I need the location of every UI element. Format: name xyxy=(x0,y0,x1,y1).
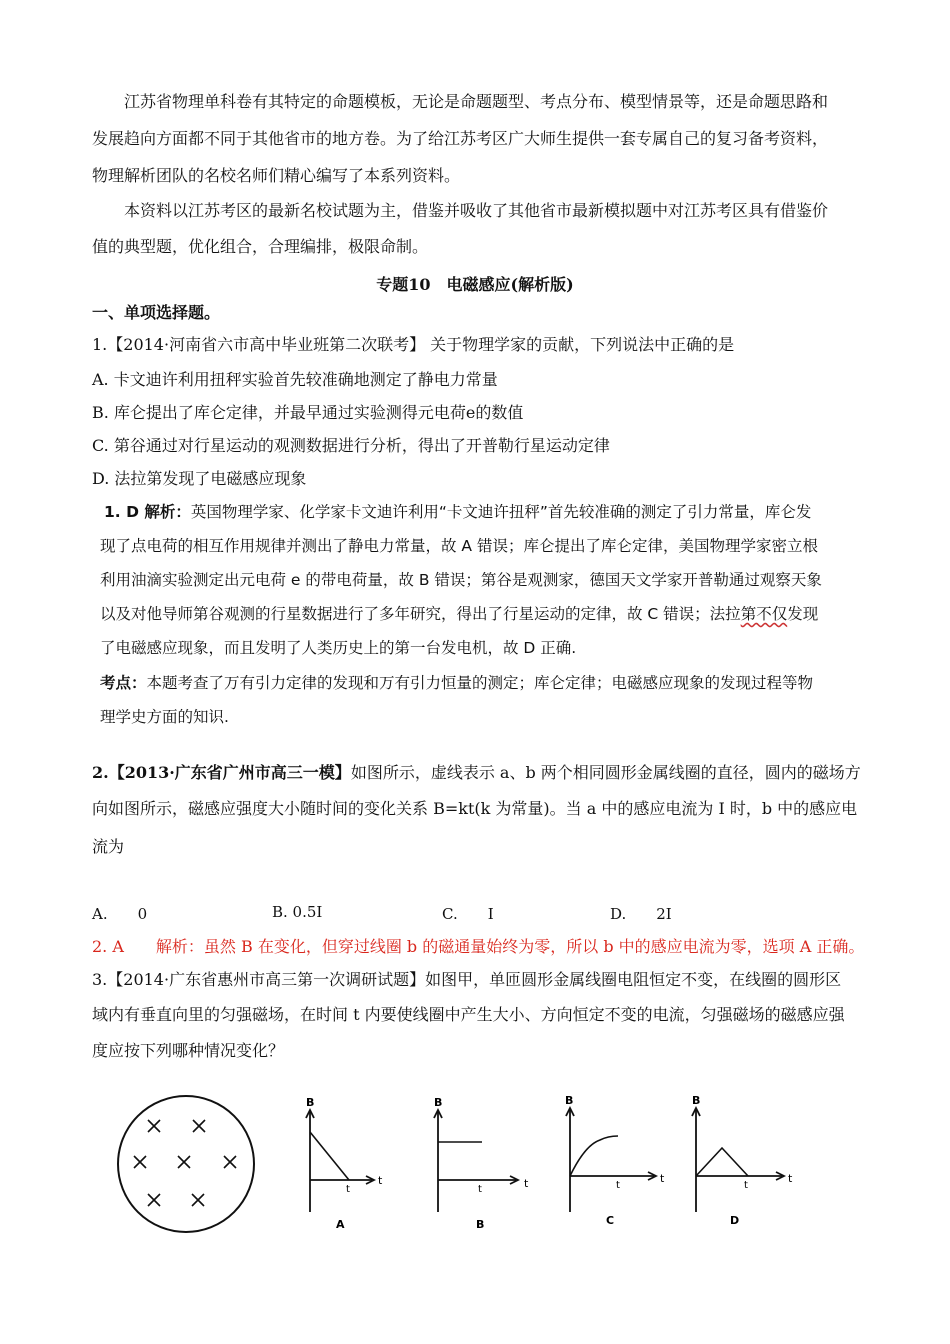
graph-c-label: C xyxy=(606,1214,615,1227)
graph-d-tick: t xyxy=(744,1180,748,1191)
graph-c-tick: t xyxy=(616,1180,620,1191)
question-2-text: 如图所示，虚线表示 a、b 两个相同圆形金属线圈的直径，圆内的磁场方 xyxy=(350,763,861,782)
question-2-option-b: B. 0.5I xyxy=(272,903,323,921)
kaodian-label: 考点： xyxy=(100,674,147,692)
question-3-figures xyxy=(0,1090,950,1260)
explanation-text-wavy: 第不仅 xyxy=(740,605,788,623)
intro-line: 本资料以江苏考区的最新名校试题为主，借鉴并吸收了其他省市最新模拟题中对江苏考区具有借鉴价 xyxy=(124,201,829,220)
magnetic-field-circle xyxy=(118,1096,254,1232)
graph-d-x-label: t xyxy=(788,1172,793,1185)
question-1-explanation-line xyxy=(100,604,818,624)
graph-b-y-label: B xyxy=(434,1096,443,1109)
graph-a-x-label: t xyxy=(378,1174,383,1187)
graph-a-y-label: B xyxy=(306,1096,315,1109)
graph-a xyxy=(306,1110,374,1212)
graph-d xyxy=(692,1108,784,1212)
question-2-line: 向如图所示，磁感应强度大小随时间的变化关系 B=kt(k 为常量)。当 a 中的感应电流为 I 时，b 中的感应电 xyxy=(92,799,858,818)
question-2-line xyxy=(92,763,872,783)
question-1-kaodian xyxy=(100,673,813,693)
explanation-text: 以及对他导师第谷观测的行星数据进行了多年研究，得出了行星运动的定律，故 C 错误；法拉 xyxy=(100,605,741,623)
graph-b-label: B xyxy=(476,1218,485,1231)
question-1-option-b: B. 库仑提出了库仑定律，并最早通过实验测得元电荷e的数值 xyxy=(92,403,524,422)
question-3-line: 度应按下列哪种情况变化？ xyxy=(92,1041,285,1060)
graph-d-y-label: B xyxy=(692,1094,701,1107)
graph-d-label: D xyxy=(730,1214,740,1227)
question-3-line: 域内有垂直向里的匀强磁场，在时间 t 内要使线圈中产生大小、方向恒定不变的电流，匀强磁场的磁感应强 xyxy=(92,1005,845,1024)
question-1-option-c: C. 第谷通过对行星运动的观测数据进行分析，得出了开普勒行星运动定律 xyxy=(92,436,610,455)
question-2-line: 流为 xyxy=(92,837,125,856)
graph-b-x-label: t xyxy=(524,1177,529,1190)
graph-b xyxy=(434,1110,518,1212)
explanation-text: 发现 xyxy=(787,605,819,623)
kaodian-text: 本题考查了万有引力定律的发现和万有引力恒量的测定；库仑定律；电磁感应现象的发现过程等物 xyxy=(146,674,814,692)
intro-line: 值的典型题，优化组合，合理编排，极限命制。 xyxy=(92,237,429,256)
question-1-explanation-line xyxy=(104,502,811,522)
page-title: 专题10 电磁感应(解析版) xyxy=(376,275,574,294)
explanation-label: 1. D 解析： xyxy=(104,503,191,521)
question-1-explanation-line: 现了点电荷的相互作用规律并测出了静电力常量，故 A 错误；库仑提出了库仑定律，美国物理学家密立根 xyxy=(100,537,818,555)
question-2-option-d: D. 2I xyxy=(610,905,672,923)
question-2-answer: 2. A 解析：虽然 B 在变化，但穿过线圈 b 的磁通量始终为零，所以 b 中的感应电流为零，选项 A 正确。 xyxy=(92,937,865,956)
intro-line: 发展趋向方面都不同于其他省市的地方卷。为了给江苏考区广大师生提供一套专属自己的复习备考资料， xyxy=(92,129,829,148)
graph-c-x-label: t xyxy=(660,1172,665,1185)
graph-a-label: A xyxy=(336,1218,345,1231)
graph-c xyxy=(566,1108,656,1212)
section-heading: 一、单项选择题。 xyxy=(92,303,221,322)
question-1-option-a: A. 卡文迪许利用扭秤实验首先较准确地测定了静电力常量 xyxy=(92,370,498,389)
question-2-source: 2.【2013·广东省广州市高三一模】 xyxy=(92,763,351,782)
question-2-option-c: C. I xyxy=(442,905,494,923)
graph-c-y-label: B xyxy=(565,1094,574,1107)
intro-line: 江苏省物理单科卷有其特定的命题模板，无论是命题题型、考点分布、模型情景等，还是命题思路和 xyxy=(124,92,829,111)
explanation-text: 英国物理学家、化学家卡文迪许利用“卡文迪许扭秤”首先较准确的测定了引力常量，库仑发 xyxy=(190,503,812,521)
question-1-explanation-line: 了电磁感应现象，而且发明了人类历史上的第一台发电机，故 D 正确. xyxy=(100,639,577,657)
question-1-option-d: D. 法拉第发现了电磁感应现象 xyxy=(92,469,307,488)
question-3-line: 3.【2014·广东省惠州市高三第一次调研试题】如图甲，单匝圆形金属线圈电阻恒定不变，在线圈的圆形区 xyxy=(92,970,842,989)
question-1-kaodian-line: 理学史方面的知识. xyxy=(100,708,229,726)
question-1-stem: 1.【2014·河南省六市高中毕业班第二次联考】 关于物理学家的贡献，下列说法中正确的是 xyxy=(92,335,735,354)
graph-b-tick: t xyxy=(478,1184,482,1195)
question-2-option-a: A. 0 xyxy=(92,905,148,923)
question-1-explanation-line: 利用油滴实验测定出元电荷 e 的带电荷量，故 B 错误；第谷是观测家，德国天文学家开普勒通过观察天象 xyxy=(100,571,822,589)
intro-line: 物理解析团队的名校名师们精心编写了本系列资料。 xyxy=(92,166,461,185)
graph-a-tick: t xyxy=(346,1184,350,1195)
